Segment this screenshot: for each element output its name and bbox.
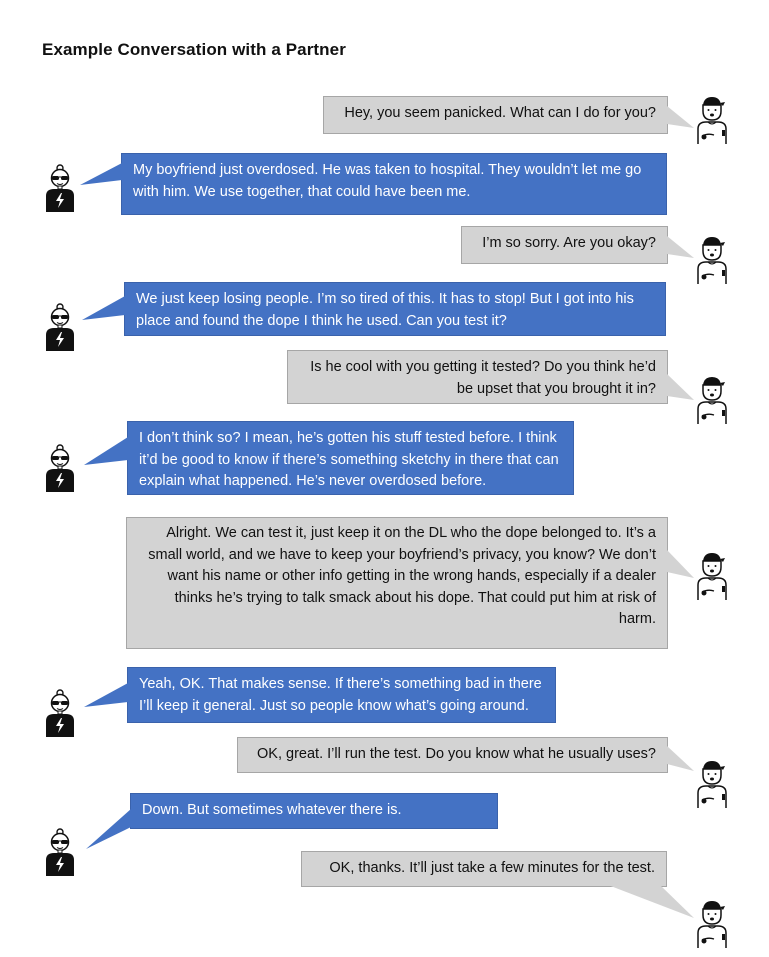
partner-message-bubble: [130, 793, 498, 829]
bubble-tail: [84, 807, 132, 851]
message-text: We just keep losing people. I’m so tired of this. It has to stop! But I got into his place and found the dope I think he used. Can you test it?: [136, 291, 634, 329]
worker-message-bubble: [287, 350, 668, 404]
worker-message-bubble: [126, 517, 668, 649]
worker-message-bubble: [301, 851, 667, 887]
woman-with-sunglasses-icon: [40, 689, 80, 737]
man-with-bandana-icon: [692, 900, 732, 948]
bubble-tail: [82, 680, 129, 710]
message-text: Yeah, OK. That makes sense. If there’s something bad in there I’ll keep it general. Just so people know what’s going around.: [139, 676, 542, 714]
message-text: Down. But sometimes whatever there is.: [142, 802, 402, 818]
message-text: Is he cool with you getting it tested? Do you think he’d be upset that you brought it in?: [310, 359, 656, 397]
worker-message-bubble: [323, 96, 668, 134]
man-with-bandana-icon: [692, 760, 732, 808]
message-text: OK, great. I’ll run the test. Do you know what he usually uses?: [257, 746, 656, 762]
partner-message-bubble: [121, 153, 667, 215]
man-with-bandana-icon: [692, 376, 732, 424]
partner-message-bubble: [124, 282, 666, 336]
woman-with-sunglasses-icon: [40, 828, 80, 876]
message-text: I’m so sorry. Are you okay?: [482, 235, 656, 251]
man-with-bandana-icon: [692, 96, 732, 144]
message-text: I don’t think so? I mean, he’s gotten his stuff tested before. I think it’d be good to know if there’s something sketchy in there that can explain what happened. He’s never overdosed before.: [139, 430, 559, 489]
bubble-tail: [82, 434, 129, 468]
partner-message-bubble: [127, 421, 574, 495]
message-text: Hey, you seem panicked. What can I do for you?: [344, 105, 656, 121]
worker-message-bubble: [461, 226, 668, 264]
partner-message-bubble: [127, 667, 556, 723]
bubble-tail: [600, 884, 696, 920]
woman-with-sunglasses-icon: [40, 303, 80, 351]
woman-with-sunglasses-icon: [40, 444, 80, 492]
bubble-tail: [80, 293, 126, 323]
message-text: Alright. We can test it, just keep it on the DL who the dope belonged to. It’s a small world, and we have to keep your boyfriend’s privacy, you know? We don’t want his name or other info getting in the wrong hands, especially if a dealer thinks he’s trying to talk smack about his dope. That could put him at risk of harm.: [148, 525, 656, 627]
message-text: OK, thanks. It’ll just take a few minutes for the test.: [329, 860, 655, 876]
message-text: My boyfriend just overdosed. He was taken to hospital. They wouldn’t let me go with him. We use together, that could have been me.: [133, 162, 642, 200]
page-title: Example Conversation with a Partner: [42, 40, 346, 59]
man-with-bandana-icon: [692, 236, 732, 284]
woman-with-sunglasses-icon: [40, 164, 80, 212]
worker-message-bubble: [237, 737, 668, 773]
man-with-bandana-icon: [692, 552, 732, 600]
bubble-tail: [78, 160, 123, 188]
